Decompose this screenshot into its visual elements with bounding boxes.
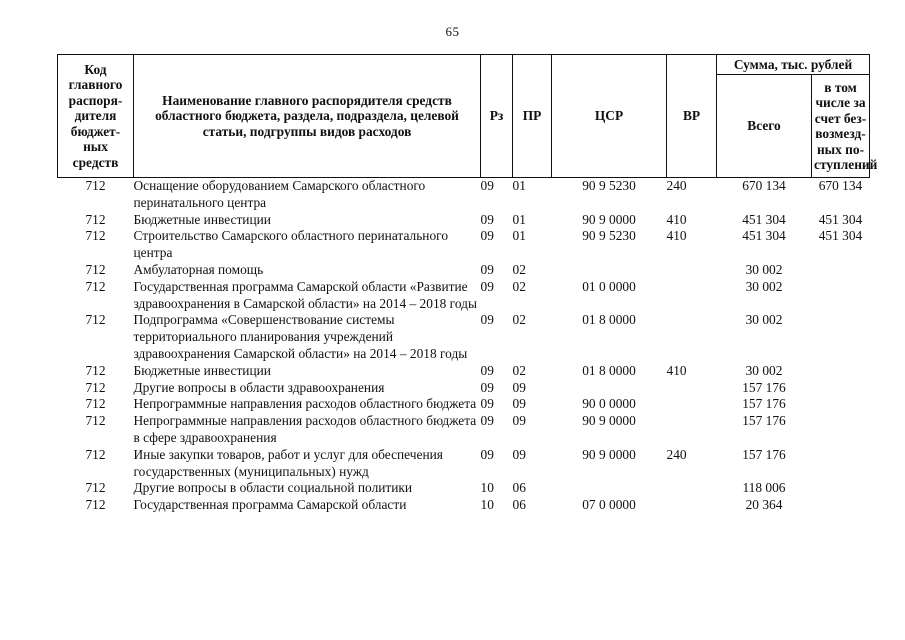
- cell-total: 30 002: [745, 261, 783, 277]
- cell-code: 712: [85, 413, 106, 429]
- header-free: в том числе за счет без-возмезд-ных по-ступлений: [812, 75, 870, 178]
- cell-name: Оснащение оборудованием Самарского областного перинатального центра: [133, 178, 426, 210]
- cell-csr: 90 9 0000: [582, 211, 636, 227]
- cell-vr: [667, 413, 717, 447]
- header-code: Код главного распоря-дителя бюджет-ных средств: [58, 55, 134, 178]
- cell-rz: 10: [480, 480, 494, 496]
- cell-free: 670 134: [818, 178, 863, 193]
- cell-name: Государственная программа Самарской области «Развитие здравоохранения в Самарской области» на 2014 – 2018 годы: [133, 278, 477, 311]
- cell-vr: 240: [666, 178, 687, 193]
- cell-pr: 09: [512, 396, 526, 412]
- table-row: [58, 480, 870, 497]
- table-row: [58, 212, 870, 229]
- cell-csr: [552, 262, 667, 279]
- table-body: [58, 178, 870, 514]
- cell-total: 157 176: [742, 379, 786, 395]
- cell-free: [812, 380, 870, 397]
- cell-name: Иные закупки товаров, работ и услуг для обеспечения государственных (муниципальных) нужд: [133, 446, 443, 479]
- cell-rz: 09: [480, 261, 494, 277]
- cell-pr: 09: [512, 446, 526, 462]
- cell-rz: 09: [480, 446, 494, 462]
- cell-pr: 02: [512, 261, 526, 277]
- header-rz: Рз: [481, 55, 513, 178]
- header-csr: ЦСР: [552, 55, 667, 178]
- cell-csr: 90 9 5230: [582, 228, 636, 244]
- cell-code: 712: [85, 178, 106, 193]
- cell-pr: 02: [512, 362, 526, 378]
- cell-pr: 01: [512, 178, 526, 193]
- table-header: [58, 55, 878, 178]
- table-row: [58, 413, 870, 447]
- cell-code: 712: [85, 312, 106, 328]
- page-number: 65: [445, 24, 460, 39]
- cell-rz: 09: [480, 312, 494, 328]
- budget-table: [57, 54, 878, 514]
- table-row: [58, 312, 870, 362]
- cell-total: 157 176: [742, 446, 786, 462]
- cell-rz: 10: [480, 497, 494, 513]
- cell-name: Подпрограмма «Совершенствование системы территориального планирования учреждений здравоохранения Самарской области» на 2014 – 2018 годы: [133, 312, 468, 361]
- cell-name: Бюджетные инвестиции: [133, 362, 271, 378]
- cell-csr: 90 9 5230: [582, 178, 636, 193]
- cell-vr: 410: [666, 228, 687, 244]
- table-row: [58, 497, 870, 514]
- cell-free: 451 304: [818, 211, 863, 227]
- cell-name: Другие вопросы в области социальной политики: [133, 480, 413, 496]
- header-sum: Сумма, тыс. рублей: [717, 55, 870, 75]
- cell-csr: 90 9 0000: [582, 446, 636, 462]
- cell-csr: 01 0 0000: [582, 278, 636, 294]
- cell-rz: 09: [480, 211, 494, 227]
- cell-total: 30 002: [745, 362, 783, 378]
- cell-rz: 09: [480, 413, 494, 429]
- cell-pr: 02: [512, 278, 526, 294]
- cell-name: Бюджетные инвестиции: [133, 211, 271, 227]
- cell-code: 712: [85, 446, 106, 462]
- cell-vr: [667, 380, 717, 397]
- cell-pr: 09: [512, 413, 526, 429]
- cell-pr: 06: [512, 497, 526, 513]
- cell-vr: 410: [666, 362, 687, 378]
- cell-free: [812, 279, 870, 313]
- cell-total: 30 002: [745, 278, 783, 294]
- cell-total: 20 364: [745, 497, 783, 513]
- cell-csr: 90 0 0000: [582, 396, 636, 412]
- cell-vr: 410: [666, 211, 687, 227]
- table-row: [58, 228, 870, 262]
- cell-code: 712: [85, 261, 106, 277]
- header-total: Всего: [717, 75, 812, 178]
- cell-name: Амбулаторная помощь: [133, 261, 264, 277]
- cell-vr: [667, 497, 717, 514]
- cell-csr: 07 0 0000: [582, 497, 636, 513]
- header-name: Наименование главного распорядителя средств областного бюджета, раздела, подраздела, целевой статьи, подгруппы видов расходов: [134, 55, 481, 178]
- cell-csr: 01 8 0000: [582, 312, 636, 328]
- cell-rz: 09: [480, 362, 494, 378]
- table-row: [58, 178, 870, 212]
- cell-pr: 06: [512, 480, 526, 496]
- cell-vr: [667, 279, 717, 313]
- cell-total: 118 006: [742, 480, 786, 496]
- cell-total: 30 002: [745, 312, 783, 328]
- cell-free: [812, 262, 870, 279]
- table-row: [58, 363, 870, 380]
- cell-pr: 02: [512, 312, 526, 328]
- cell-vr: 240: [666, 446, 687, 462]
- cell-rz: 09: [480, 228, 494, 244]
- cell-csr: 90 9 0000: [582, 413, 636, 429]
- cell-total: 157 176: [742, 413, 786, 429]
- cell-total: 451 304: [742, 211, 786, 227]
- cell-code: 712: [85, 228, 106, 244]
- cell-csr: 01 8 0000: [582, 362, 636, 378]
- cell-free: [812, 480, 870, 497]
- table-row: [58, 262, 870, 279]
- cell-free: [812, 413, 870, 447]
- table-row: [58, 380, 870, 397]
- cell-name: Строительство Самарского областного перинатального центра: [133, 228, 449, 261]
- cell-free: 451 304: [818, 228, 863, 244]
- cell-code: 712: [85, 211, 106, 227]
- cell-name: Непрограммные направления расходов областного бюджета: [133, 396, 477, 412]
- cell-free: [812, 312, 870, 362]
- cell-code: 712: [85, 278, 106, 294]
- cell-free: [812, 497, 870, 514]
- cell-code: 712: [85, 396, 106, 412]
- cell-pr: 01: [512, 211, 526, 227]
- cell-code: 712: [85, 497, 106, 513]
- cell-name: Другие вопросы в области здравоохранения: [133, 379, 385, 395]
- cell-pr: 01: [512, 228, 526, 244]
- cell-code: 712: [85, 362, 106, 378]
- header-vr: ВР: [667, 55, 717, 178]
- table-row: [58, 279, 870, 313]
- cell-free: [812, 447, 870, 481]
- cell-rz: 09: [480, 379, 494, 395]
- cell-rz: 09: [480, 178, 494, 193]
- table-row: [58, 396, 870, 413]
- cell-pr: 09: [512, 379, 526, 395]
- header-pr: ПР: [513, 55, 552, 178]
- cell-vr: [667, 262, 717, 279]
- table-row: [58, 447, 870, 481]
- cell-total: 670 134: [742, 178, 786, 193]
- cell-vr: [667, 480, 717, 497]
- cell-total: 451 304: [742, 228, 786, 244]
- cell-free: [812, 363, 870, 380]
- cell-csr: [552, 480, 667, 497]
- cell-vr: [667, 396, 717, 413]
- cell-rz: 09: [480, 396, 494, 412]
- cell-code: 712: [85, 480, 106, 496]
- cell-free: [812, 396, 870, 413]
- cell-name: Государственная программа Самарской области: [133, 497, 407, 513]
- cell-csr: [552, 380, 667, 397]
- cell-total: 157 176: [742, 396, 786, 412]
- cell-rz: 09: [480, 278, 494, 294]
- cell-code: 712: [85, 379, 106, 395]
- cell-name: Непрограммные направления расходов областного бюджета в сфере здравоохранения: [133, 413, 477, 445]
- cell-vr: [667, 312, 717, 362]
